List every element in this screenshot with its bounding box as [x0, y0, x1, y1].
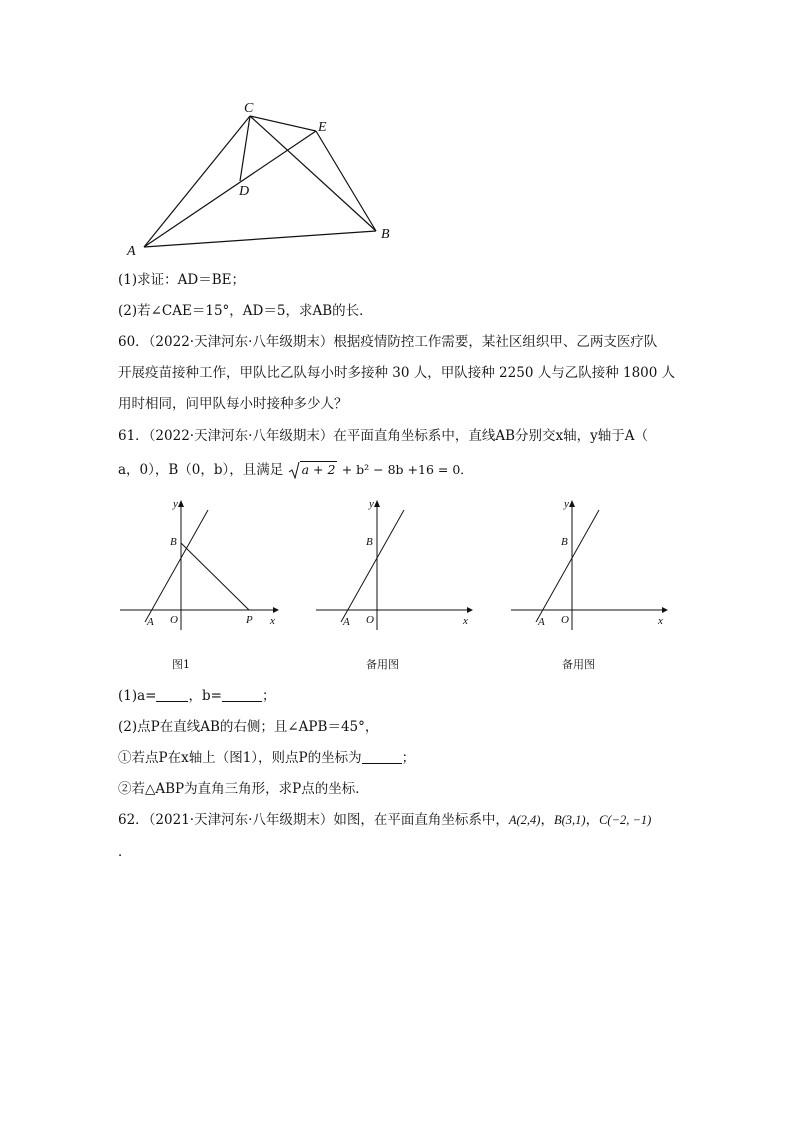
graph-figure-1: [118, 495, 283, 635]
answer-blank-a[interactable]: [156, 687, 188, 702]
point-label-a: A: [147, 616, 154, 628]
origin-label: O: [366, 614, 374, 626]
line-ab: [145, 510, 208, 622]
point-label-c: C: [244, 101, 254, 116]
graph-caption-1: 图1: [172, 658, 190, 671]
q62-line1: [118, 810, 651, 830]
q61-sub1: [118, 748, 415, 768]
x-axis-arrow-icon: [662, 607, 668, 613]
q61-part1: [118, 686, 275, 706]
origin-label: O: [170, 614, 178, 626]
q60-line2: 开展疫苗接种工作，甲队比乙队每小时多接种 30 人，甲队接种 2250 人与乙队接种 1800 人: [118, 365, 676, 381]
q61-line2: [118, 460, 473, 480]
point-label-b: B: [561, 536, 568, 548]
separator-2: ，: [585, 812, 600, 828]
answer-blank-b[interactable]: [222, 687, 262, 702]
separator-1: ，: [540, 812, 554, 828]
segment-ae: [144, 131, 316, 247]
sub1-end: ；: [401, 750, 416, 766]
point-label-d: D: [239, 184, 250, 199]
point-label-b: B: [170, 536, 177, 548]
point-label-p: P: [246, 614, 253, 626]
point-label-a: A: [127, 244, 136, 259]
q61-line1: 61．（2022·天津河东·八年级期末）在平面直角坐标系中，直线AB分别交x轴，y轴于A（: [118, 428, 649, 444]
part1-b-label: ，b=: [188, 688, 222, 704]
q59-part1: (1)求证：AD＝BE；: [118, 272, 245, 288]
y-axis-label: y: [173, 498, 178, 510]
part1-end: ；: [261, 688, 276, 704]
q60-line3: 用时相同，问甲队每小时接种多少人？: [118, 396, 348, 412]
line-ab: [341, 510, 404, 622]
point-c-coord: C(−2, −1): [599, 813, 652, 827]
q62-line2: ．: [118, 844, 132, 860]
sqrt-expression: [290, 460, 338, 480]
sqrt-symbol: [288, 461, 300, 479]
x-axis-label: x: [658, 615, 663, 627]
point-label-b: B: [381, 227, 390, 242]
segment-eb: [316, 131, 376, 231]
q59-part2: (2)若∠CAE＝15°，AD＝5，求AB的长．: [118, 303, 373, 319]
geometry-figure: [118, 95, 408, 260]
q61-part2: (2)点P在直线AB的右侧；且∠APB＝45°，: [118, 719, 379, 735]
graph-caption-3: 备用图: [562, 658, 595, 671]
answer-blank-p[interactable]: [362, 749, 402, 764]
q61-line2-suffix: + b² − 8b +16 = 0．: [341, 462, 473, 477]
point-label-b: B: [366, 536, 373, 548]
y-axis-label: y: [564, 498, 569, 510]
part1-a-label: (1)a=: [118, 688, 157, 704]
point-label-a: A: [538, 616, 545, 628]
sub1-text: ①若点P在x轴上（图1），则点P的坐标为: [118, 750, 362, 766]
q60-line1: 60．（2022·天津河东·八年级期末）根据疫情防控工作需要，某社区组织甲、乙两支医疗队: [118, 334, 658, 350]
y-axis-arrow-icon: [374, 500, 380, 507]
graph-figure-3: [509, 495, 674, 635]
segment-bp: [181, 543, 249, 610]
graph-caption-2: 备用图: [366, 658, 399, 671]
segment-ce: [250, 116, 316, 131]
point-b-coord: B(3,1): [553, 813, 586, 827]
point-label-a: A: [343, 616, 350, 628]
q61-sub2: ②若△ABP为直角三角形，求P点的坐标．: [118, 781, 369, 797]
x-axis-arrow-icon: [273, 607, 279, 613]
y-axis-label: y: [369, 498, 374, 510]
y-axis-arrow-icon: [178, 500, 184, 507]
sqrt-radicand: a + 2: [301, 462, 336, 477]
line-ab: [536, 510, 599, 622]
segment-ac: [144, 116, 250, 247]
y-axis-arrow-icon: [569, 500, 575, 507]
x-axis-label: x: [463, 615, 468, 627]
q62-text: 62．（2021·天津河东·八年级期末）如图，在平面直角坐标系中，: [118, 812, 509, 828]
graph-figure-2: [314, 495, 479, 635]
x-axis-label: x: [270, 615, 275, 627]
origin-label: O: [561, 614, 569, 626]
x-axis-arrow-icon: [467, 607, 473, 613]
point-label-e: E: [318, 120, 327, 135]
point-a-coord: A(2,4): [508, 813, 541, 827]
q61-line2-prefix: a，0），B（0，b），且满足: [118, 462, 284, 478]
segment-ab: [144, 231, 376, 247]
